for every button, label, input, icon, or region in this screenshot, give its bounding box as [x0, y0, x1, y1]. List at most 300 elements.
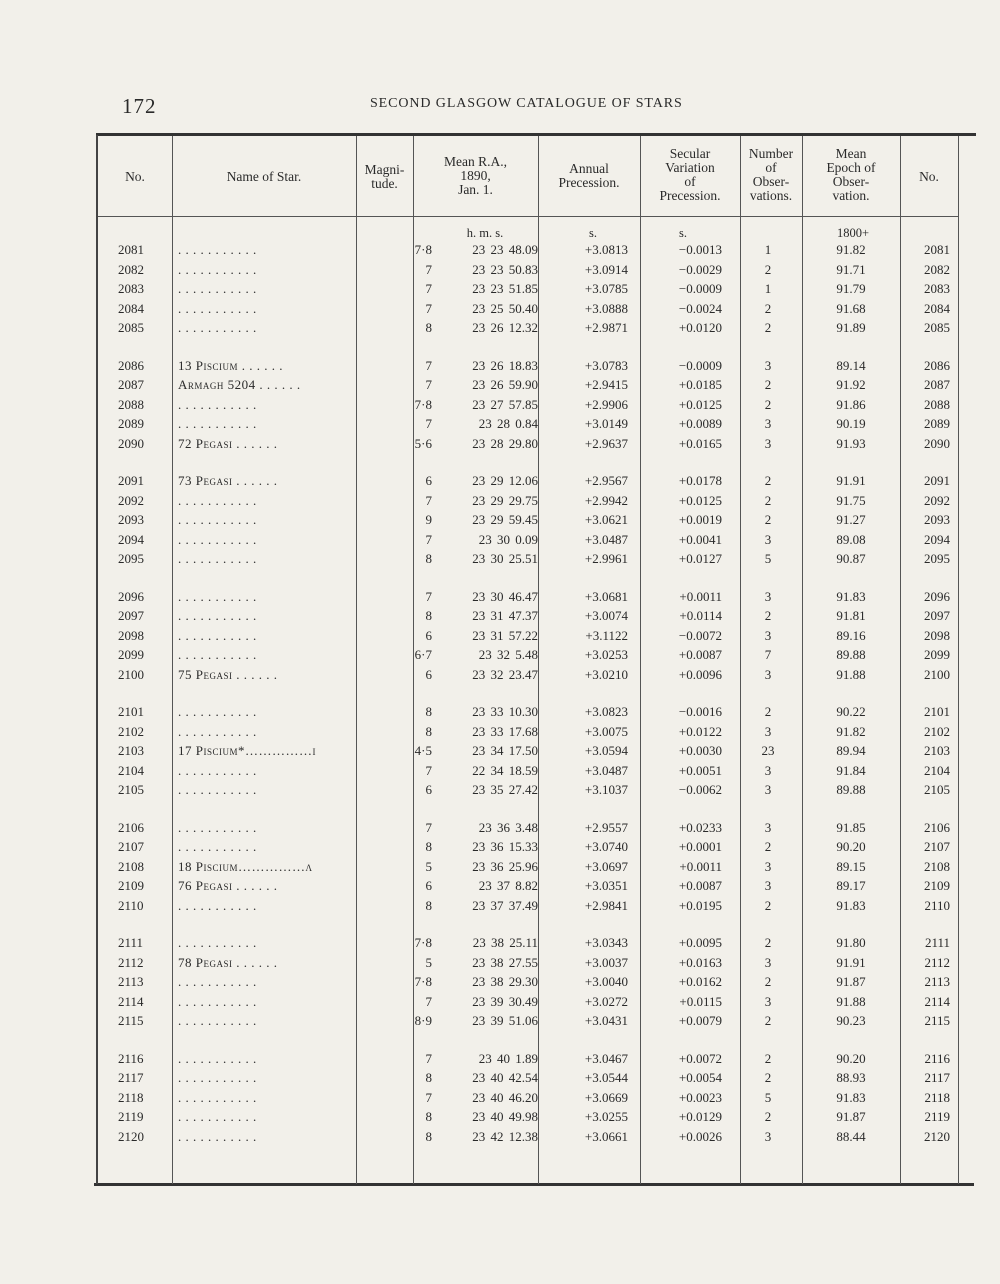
- mean-ra: 23 39 51.06: [472, 1013, 538, 1028]
- star-name-text: 72 Pegasi: [178, 435, 233, 451]
- star-name-text: 78 Pegasi: [178, 954, 233, 970]
- observation-count: 3: [764, 782, 772, 797]
- row-group: [98, 1051, 958, 1149]
- mean-ra: 22 34 18.59: [472, 762, 538, 778]
- header-no: No.: [125, 169, 145, 184]
- annual-precession: +2.9637: [584, 435, 628, 451]
- mean-ra: 23 40 46.20: [472, 1089, 538, 1105]
- star-number: 2103: [118, 743, 144, 758]
- mean-epoch: 89.17: [836, 878, 866, 893]
- dot-leader: . . . . . . . . . . .: [178, 647, 257, 662]
- magnitude: 7: [425, 819, 432, 835]
- annual-precession: +3.0785: [584, 281, 628, 296]
- secular-variation: +0.0072: [678, 1050, 722, 1066]
- observation-count: 1: [764, 242, 772, 257]
- mean-epoch: 90.22: [836, 704, 866, 719]
- star-name: [178, 1070, 354, 1086]
- magnitude: 7: [425, 261, 432, 277]
- star-number: 2082: [118, 261, 144, 277]
- star-name: [178, 820, 354, 836]
- star-number-right: 2083: [924, 281, 950, 296]
- star-number: 2097: [118, 608, 144, 623]
- header-rule: [98, 216, 958, 217]
- star-number: 2085: [118, 320, 144, 335]
- star-number-right: 2110: [924, 897, 950, 913]
- mean-ra: 23 38 25.11: [472, 935, 538, 950]
- star-number: 2120: [118, 1128, 144, 1144]
- observation-count: 3: [764, 531, 772, 547]
- header-mean-ra: Mean R.A., 1890, Jan. 1.: [444, 154, 507, 197]
- dot-leader: . . . . . . . . . . .: [178, 300, 257, 316]
- dot-leader: . . . . . .: [255, 377, 301, 392]
- star-name: [178, 512, 354, 528]
- secular-variation: +0.0127: [678, 551, 722, 566]
- secular-variation: +0.0011: [679, 588, 722, 604]
- star-name: [178, 782, 354, 798]
- mean-ra: 23 36 25.96: [472, 858, 538, 874]
- mean-ra: 23 33 10.30: [472, 704, 538, 719]
- annual-precession: +3.0697: [584, 858, 628, 874]
- dot-leader: . . . . . . . . . . .: [178, 588, 257, 604]
- mean-ra: 23 23 51.85: [472, 281, 538, 296]
- magnitude: 7: [425, 531, 432, 547]
- annual-precession: +3.0210: [584, 666, 628, 682]
- observation-count: 1: [764, 281, 772, 296]
- star-number: 2116: [118, 1050, 144, 1066]
- mean-epoch: 91.88: [836, 993, 866, 1009]
- star-name: [178, 397, 354, 413]
- star-name-text: 18 Piscium……………λ: [178, 858, 313, 874]
- secular-variation: +0.0233: [678, 819, 722, 835]
- header-observations: Number of Obser- vations.: [748, 146, 794, 203]
- annual-precession: +3.0681: [584, 588, 628, 604]
- units-row: [98, 226, 958, 242]
- star-number-right: 2090: [924, 435, 950, 451]
- star-number-right: 2100: [924, 666, 950, 682]
- row-group: [98, 589, 958, 687]
- secular-variation: +0.0115: [679, 993, 722, 1009]
- observation-count: 2: [764, 1109, 772, 1124]
- magnitude: 8: [425, 704, 432, 719]
- annual-precession: +3.0783: [584, 357, 628, 373]
- mean-ra: 23 40 49.98: [472, 1109, 538, 1124]
- mean-epoch: 91.68: [836, 300, 866, 316]
- observation-count: 3: [764, 819, 772, 835]
- star-number: 2118: [118, 1089, 144, 1105]
- star-name: [178, 301, 354, 317]
- star-number: 2100: [118, 666, 144, 682]
- observation-count: 3: [764, 416, 772, 431]
- mean-epoch: 90.20: [836, 1050, 866, 1066]
- star-number-right: 2098: [924, 627, 950, 643]
- star-number-right: 2081: [924, 242, 950, 257]
- table-bottom-rule: [94, 1183, 974, 1186]
- table-row: [98, 436, 958, 456]
- secular-variation: −0.0062: [678, 782, 722, 797]
- mean-ra: 23 27 57.85: [472, 396, 538, 412]
- mean-epoch: 91.86: [836, 396, 866, 412]
- mean-ra: 23 34 17.50: [472, 743, 538, 758]
- mean-ra: 23 25 50.40: [472, 300, 538, 316]
- mean-epoch: 91.81: [836, 608, 866, 623]
- star-number: 2112: [118, 954, 144, 970]
- magnitude: 7: [425, 1050, 432, 1066]
- star-number-right: 2108: [924, 858, 950, 874]
- row-group: [98, 473, 958, 571]
- magnitude: 7: [425, 357, 432, 373]
- observation-count: 2: [764, 1070, 772, 1085]
- observation-count: 3: [764, 435, 772, 451]
- annual-precession: +3.0487: [584, 762, 628, 778]
- magnitude: 5: [425, 858, 432, 874]
- magnitude: 6: [425, 627, 432, 643]
- mean-epoch: 90.19: [836, 416, 866, 431]
- secular-variation: +0.0023: [678, 1089, 722, 1105]
- star-number: 2106: [118, 819, 144, 835]
- table-row: [98, 1013, 958, 1033]
- mean-epoch: 91.88: [836, 666, 866, 682]
- header-secular-variation: Secular Variation of Precession.: [659, 146, 721, 203]
- annual-precession: +3.0253: [584, 647, 628, 662]
- star-name: [178, 551, 354, 567]
- secular-variation: +0.0089: [678, 416, 722, 431]
- observation-count: 2: [764, 608, 772, 623]
- secular-variation: −0.0009: [678, 281, 722, 296]
- magnitude: 7: [425, 281, 432, 296]
- secular-variation: +0.0195: [678, 897, 722, 913]
- star-name: [178, 436, 354, 452]
- star-name: [178, 358, 354, 374]
- mean-epoch: 91.83: [836, 1089, 866, 1105]
- table-row: [98, 704, 958, 724]
- dot-leader: . . . . . . . . . . .: [178, 492, 257, 508]
- annual-precession: +3.0467: [584, 1050, 628, 1066]
- mean-epoch: 91.83: [836, 588, 866, 604]
- observation-count: 2: [764, 839, 772, 854]
- magnitude: 6: [425, 666, 432, 682]
- star-number-right: 2118: [924, 1089, 950, 1105]
- table-row: [98, 589, 958, 609]
- table-row: [98, 763, 958, 783]
- mean-epoch: 91.82: [836, 242, 866, 257]
- star-name: [178, 493, 354, 509]
- dot-leader: . . . . . .: [232, 666, 278, 682]
- row-group: [98, 820, 958, 918]
- dot-leader: . . . . . . . . . . .: [178, 512, 257, 527]
- star-name: [178, 955, 354, 971]
- star-number: 2102: [118, 723, 144, 739]
- table-row: [98, 859, 958, 879]
- dot-leader: . . . . . . . . . . .: [178, 261, 257, 277]
- star-number: 2094: [118, 531, 144, 547]
- annual-precession: +3.0255: [584, 1109, 628, 1124]
- annual-precession: +3.1122: [585, 627, 628, 643]
- annual-precession: +2.9415: [584, 377, 628, 392]
- table-row: [98, 377, 958, 397]
- table-row: [98, 242, 958, 262]
- secular-variation: −0.0072: [678, 627, 722, 643]
- table-row: [98, 473, 958, 493]
- magnitude: 7: [425, 762, 432, 778]
- observation-count: 2: [764, 473, 772, 488]
- magnitude: 8: [425, 839, 432, 854]
- table-row: [98, 262, 958, 282]
- star-name: [178, 473, 354, 489]
- table-row: [98, 974, 958, 994]
- mean-ra: 23 33 17.68: [472, 723, 538, 739]
- observation-count: 2: [764, 1050, 772, 1066]
- secular-variation: +0.0019: [678, 512, 722, 527]
- secular-variation: +0.0178: [678, 473, 722, 488]
- mean-ra: 23 26 59.90: [472, 377, 538, 392]
- table-row: [98, 782, 958, 802]
- header-magnitude: Magni- tude.: [364, 162, 405, 191]
- table-row: [98, 647, 958, 667]
- dot-leader: . . . . . .: [232, 954, 278, 970]
- star-name: [178, 839, 354, 855]
- magnitude: 8: [425, 897, 432, 913]
- annual-precession: +3.0351: [584, 878, 628, 893]
- annual-precession: +2.9871: [584, 320, 628, 335]
- mean-epoch: 91.27: [836, 512, 866, 527]
- mean-epoch: 88.93: [836, 1070, 866, 1085]
- annual-precession: +3.0669: [584, 1089, 628, 1105]
- mean-epoch: 89.16: [836, 627, 866, 643]
- star-number-right: 2101: [924, 704, 950, 719]
- mean-ra: 23 37 8.82: [478, 878, 538, 893]
- mean-epoch: 90.20: [836, 839, 866, 854]
- magnitude: 7: [425, 300, 432, 316]
- mean-epoch: 89.88: [836, 647, 866, 662]
- star-number: 2114: [118, 993, 144, 1009]
- table-row: [98, 839, 958, 859]
- mean-ra: 23 23 48.09: [472, 242, 538, 257]
- table-row: [98, 820, 958, 840]
- star-name: [178, 1013, 354, 1029]
- star-number-right: 2082: [924, 261, 950, 277]
- secular-variation: +0.0114: [679, 608, 722, 623]
- magnitude: 6: [425, 473, 432, 488]
- header-name: Name of Star.: [226, 169, 302, 184]
- star-name: [178, 743, 354, 759]
- star-number-right: 2094: [924, 531, 950, 547]
- star-name: [178, 1129, 354, 1145]
- dot-leader: . . . . . . . . . . .: [178, 1070, 257, 1085]
- mean-ra: 23 30 25.51: [472, 551, 538, 566]
- secular-variation: +0.0129: [678, 1109, 722, 1124]
- table-row: [98, 608, 958, 628]
- observation-count: 2: [764, 300, 772, 316]
- dot-leader: . . . . . . . . . . .: [178, 1128, 257, 1144]
- magnitude: 7: [425, 416, 432, 431]
- secular-variation: +0.0165: [678, 435, 722, 451]
- table-row: [98, 935, 958, 955]
- annual-precession: +3.0813: [584, 242, 628, 257]
- dot-leader: . . . . . . . . . . .: [178, 1089, 257, 1105]
- annual-precession: +3.0594: [584, 743, 628, 758]
- units-secular: s.: [679, 226, 687, 240]
- magnitude: 6: [425, 878, 432, 893]
- dot-leader: . . . . . . . . . . .: [178, 608, 257, 623]
- observation-count: 3: [764, 858, 772, 874]
- star-number-right: 2103: [924, 743, 950, 758]
- star-name: [178, 704, 354, 720]
- secular-variation: −0.0013: [678, 242, 722, 257]
- dot-leader: . . . . . . . . . . .: [178, 839, 257, 854]
- mean-ra: 23 36 3.48: [478, 819, 538, 835]
- page-number: 172: [122, 94, 157, 118]
- table-row: [98, 1090, 958, 1110]
- mean-epoch: 91.87: [836, 974, 866, 989]
- star-number: 2086: [118, 357, 144, 373]
- mean-ra: 23 29 59.45: [472, 512, 538, 527]
- star-number: 2117: [118, 1070, 144, 1085]
- star-name: [178, 974, 354, 990]
- magnitude: 8: [425, 1109, 432, 1124]
- star-number: 2104: [118, 762, 144, 778]
- star-number-right: 2104: [924, 762, 950, 778]
- star-number: 2108: [118, 858, 144, 874]
- star-name: [178, 320, 354, 336]
- mean-epoch: 91.75: [836, 492, 866, 508]
- star-number: 2083: [118, 281, 144, 296]
- star-name: [178, 608, 354, 624]
- star-name: [178, 994, 354, 1010]
- units-epoch: 1800+: [836, 226, 870, 240]
- star-number-right: 2117: [924, 1070, 950, 1085]
- star-number: 2095: [118, 551, 144, 566]
- secular-variation: +0.0095: [678, 935, 722, 950]
- mean-epoch: 90.23: [836, 1013, 866, 1028]
- table-row: [98, 493, 958, 513]
- star-name: [178, 859, 354, 875]
- dot-leader: . . . . . . . . . . .: [178, 819, 257, 835]
- table-row: [98, 1109, 958, 1129]
- annual-precession: +3.0149: [584, 416, 628, 431]
- secular-variation: +0.0125: [678, 396, 722, 412]
- mean-epoch: 91.85: [836, 819, 866, 835]
- secular-variation: −0.0029: [678, 261, 722, 277]
- magnitude: 6·7: [414, 647, 432, 662]
- star-number-right: 2120: [924, 1128, 950, 1144]
- star-number-right: 2087: [924, 377, 950, 392]
- mean-ra: 23 28 0.84: [478, 416, 538, 431]
- table-row: [98, 320, 958, 340]
- magnitude: 7·8: [414, 396, 432, 412]
- annual-precession: +3.0431: [584, 1013, 628, 1028]
- mean-ra: 23 30 46.47: [472, 588, 538, 604]
- star-number-right: 2097: [924, 608, 950, 623]
- observation-count: 23: [761, 743, 775, 758]
- secular-variation: +0.0041: [678, 531, 722, 547]
- magnitude: 7: [425, 377, 432, 392]
- dot-leader: . . . . . . . . . . .: [178, 242, 257, 257]
- star-name: [178, 667, 354, 683]
- table-row: [98, 1129, 958, 1149]
- table-row: [98, 397, 958, 417]
- star-number: 2105: [118, 782, 144, 797]
- mean-ra: 23 29 29.75: [472, 492, 538, 508]
- mean-epoch: 91.91: [836, 954, 866, 970]
- table-row: [98, 551, 958, 571]
- secular-variation: +0.0120: [678, 320, 722, 335]
- secular-variation: +0.0087: [678, 647, 722, 662]
- mean-epoch: 91.93: [836, 435, 866, 451]
- magnitude: 7: [425, 993, 432, 1009]
- annual-precession: +3.0888: [584, 300, 628, 316]
- annual-precession: +2.9942: [584, 492, 628, 508]
- observation-count: 2: [764, 512, 772, 527]
- mean-epoch: 89.88: [836, 782, 866, 797]
- mean-ra: 23 38 27.55: [472, 954, 538, 970]
- mean-ra: 23 39 30.49: [472, 993, 538, 1009]
- dot-leader: . . . . . . . . . . .: [178, 531, 257, 547]
- star-number-right: 2088: [924, 396, 950, 412]
- star-name-text: 13 Piscium: [178, 357, 238, 373]
- dot-leader: . . . . . . . . . . .: [178, 1109, 257, 1124]
- observation-count: 3: [764, 627, 772, 643]
- mean-epoch: 90.87: [836, 551, 866, 566]
- star-number: 2115: [118, 1013, 144, 1028]
- magnitude: 7: [425, 492, 432, 508]
- mean-epoch: 91.82: [836, 723, 866, 739]
- row-group: [98, 935, 958, 1033]
- table-row: [98, 898, 958, 918]
- secular-variation: +0.0162: [678, 974, 722, 989]
- star-number: 2111: [118, 935, 144, 950]
- dot-leader: . . . . . . . . . . .: [178, 416, 257, 431]
- dot-leader: . . . . . . . . . . .: [178, 320, 257, 335]
- dot-leader: . . . . . . . . . . .: [178, 897, 257, 913]
- observation-count: 2: [764, 396, 772, 412]
- secular-variation: +0.0096: [678, 666, 722, 682]
- secular-variation: +0.0079: [678, 1013, 722, 1028]
- annual-precession: +3.0661: [584, 1128, 628, 1144]
- secular-variation: +0.0030: [678, 743, 722, 758]
- mean-ra: 23 30 0.09: [478, 531, 538, 547]
- annual-precession: +2.9961: [584, 551, 628, 566]
- mean-epoch: 91.87: [836, 1109, 866, 1124]
- star-number: 2096: [118, 588, 144, 604]
- star-number-right: 2115: [924, 1013, 950, 1028]
- star-number-right: 2085: [924, 320, 950, 335]
- star-name: [178, 1109, 354, 1125]
- mean-ra: 23 31 57.22: [472, 627, 538, 643]
- annual-precession: +3.0040: [584, 974, 628, 989]
- star-number-right: 2091: [924, 473, 950, 488]
- column-rule: [958, 136, 959, 1184]
- mean-ra: 23 26 12.32: [472, 320, 538, 335]
- annual-precession: +3.0740: [584, 839, 628, 854]
- star-name: [178, 935, 354, 951]
- secular-variation: −0.0009: [678, 357, 722, 373]
- mean-ra: 23 36 15.33: [472, 839, 538, 854]
- star-name-text: 76 Pegasi: [178, 878, 233, 893]
- star-number-right: 2116: [924, 1050, 950, 1066]
- star-name-text: 75 Pegasi: [178, 666, 233, 682]
- star-number-right: 2107: [924, 839, 950, 854]
- dot-leader: . . . . . . . . . . .: [178, 993, 257, 1009]
- table-row: [98, 955, 958, 975]
- observation-count: 3: [764, 588, 772, 604]
- dot-leader: . . . . . . . . . . .: [178, 396, 257, 412]
- star-name: [178, 898, 354, 914]
- magnitude: 5·6: [414, 435, 432, 451]
- dot-leader: . . . . . . . . . . .: [178, 1013, 257, 1028]
- star-name: [178, 1090, 354, 1106]
- mean-epoch: 91.92: [836, 377, 866, 392]
- table-row: [98, 512, 958, 532]
